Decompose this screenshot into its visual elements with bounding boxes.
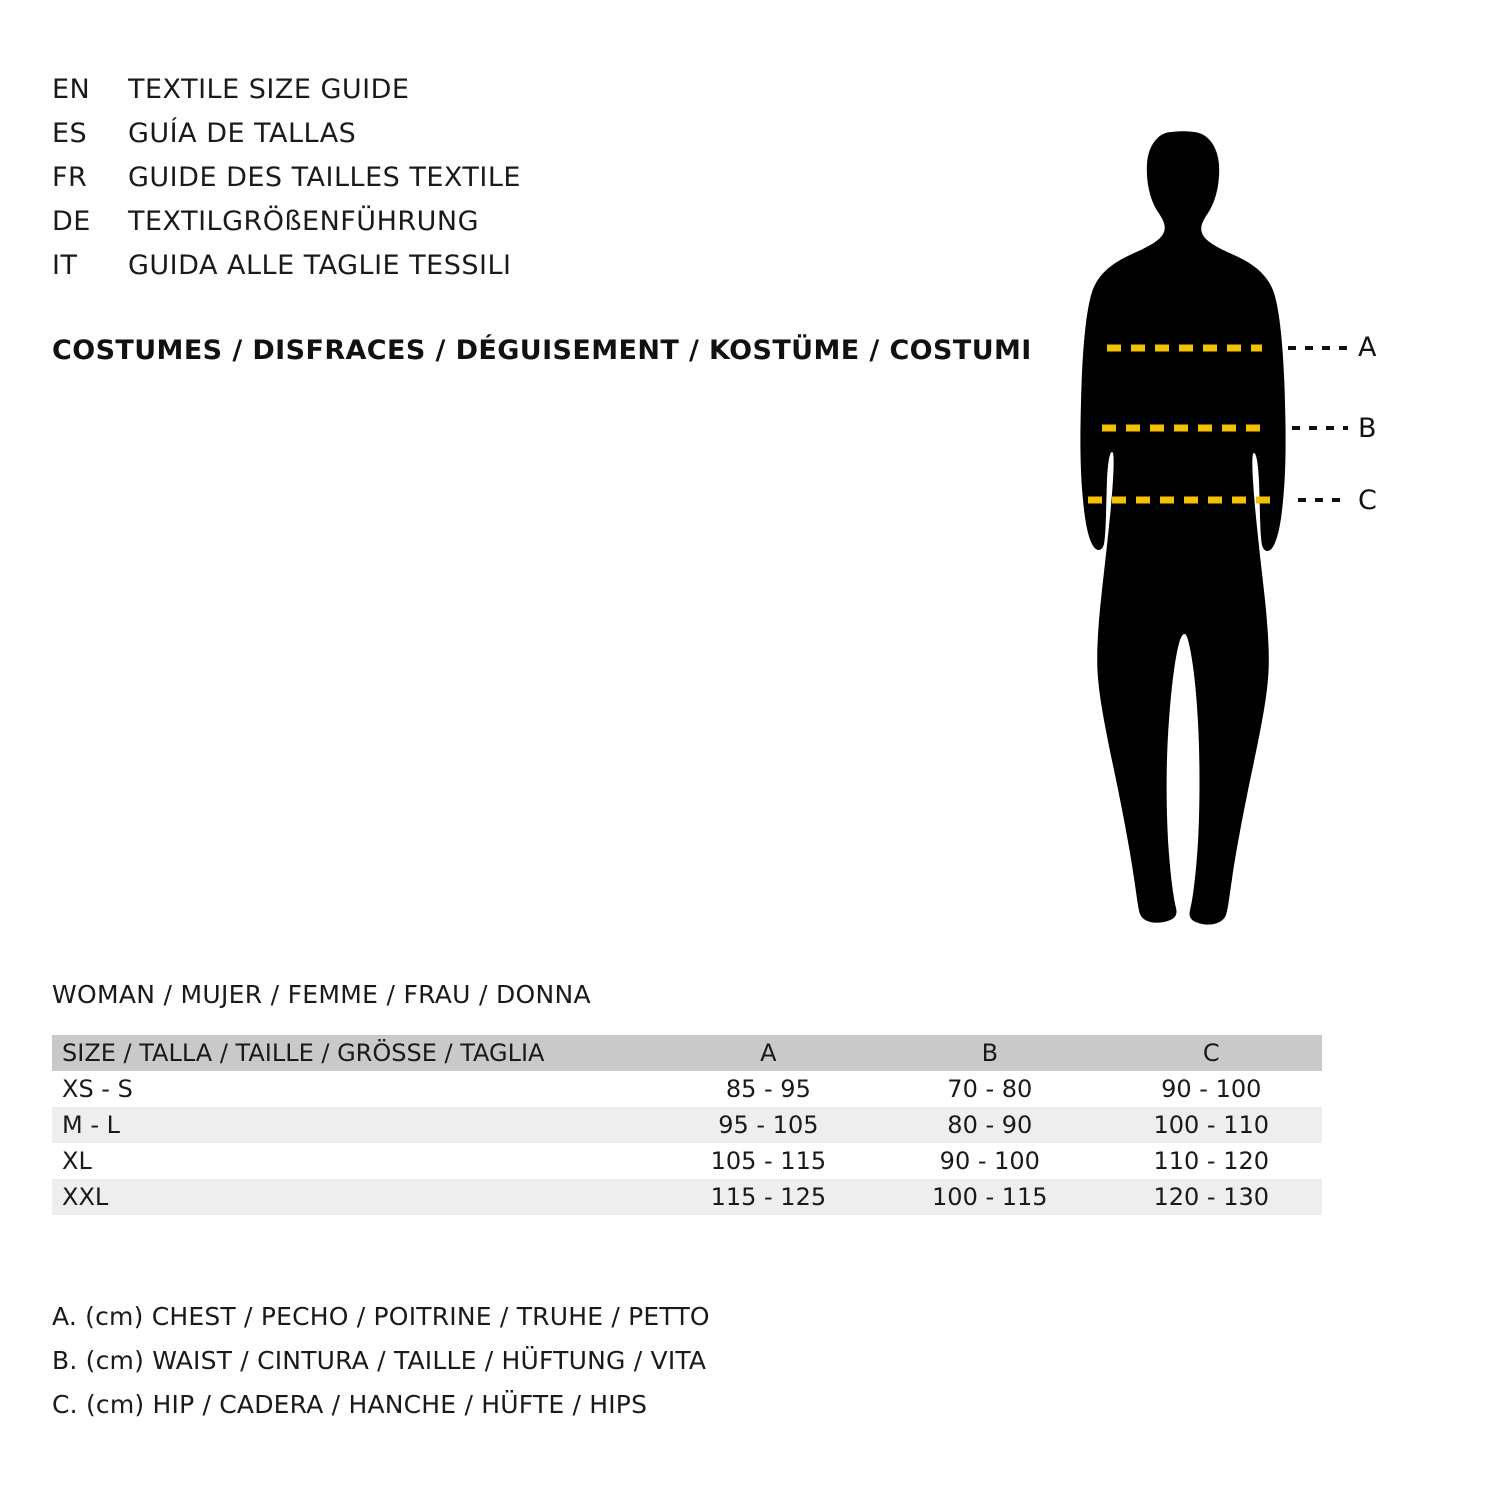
cell-chest: 105 - 115	[710, 1147, 827, 1175]
language-row-it	[52, 250, 1032, 294]
woman-silhouette-icon	[1040, 60, 1460, 940]
table-row	[52, 1107, 1322, 1143]
legend-line-b: B. (cm) WAIST / CINTURA / TAILLE / HÜFTUNG / VITA	[52, 1346, 707, 1375]
cell-size: M - L	[62, 1111, 120, 1139]
table-header-row	[52, 1035, 1322, 1071]
language-code: DE	[52, 206, 91, 237]
language-code: EN	[52, 74, 91, 105]
language-title: GUIDA ALLE TAGLIE TESSILI	[128, 250, 512, 281]
language-title: TEXTILGRÖßENFÜHRUNG	[128, 206, 480, 237]
language-row-es	[52, 118, 1032, 162]
table-header-size: SIZE / TALLA / TAILLE / GRÖSSE / TAGLIA	[62, 1039, 545, 1067]
language-list	[52, 74, 1032, 294]
language-code: FR	[52, 162, 88, 193]
cell-waist: 80 - 90	[947, 1111, 1033, 1139]
cell-waist: 90 - 100	[939, 1147, 1040, 1175]
measurement-legend	[52, 1295, 710, 1427]
table-header-b: B	[981, 1039, 999, 1067]
table-row	[52, 1179, 1322, 1215]
cell-chest: 115 - 125	[710, 1183, 827, 1211]
cell-waist: 100 - 115	[932, 1183, 1048, 1211]
legend-line-a: A. (cm) CHEST / PECHO / POITRINE / TRUHE / PETTO	[52, 1302, 710, 1331]
table-caption: WOMAN / MUJER / FEMME / FRAU / DONNA	[52, 980, 591, 1009]
cell-size: XS - S	[62, 1075, 133, 1103]
cell-waist: 70 - 80	[947, 1075, 1033, 1103]
figure-diagram	[1040, 60, 1460, 940]
size-table	[52, 1035, 1322, 1215]
table-header-a: A	[760, 1039, 777, 1067]
cell-hip: 120 - 130	[1153, 1183, 1270, 1211]
cell-hip: 90 - 100	[1161, 1075, 1262, 1103]
cell-chest: 95 - 105	[718, 1111, 819, 1139]
cell-size: XL	[62, 1147, 92, 1175]
language-title: TEXTILE SIZE GUIDE	[128, 74, 410, 105]
language-row-de	[52, 206, 1032, 250]
table-row	[52, 1143, 1322, 1179]
measure-label-a: A	[1358, 332, 1377, 363]
measure-label-c: C	[1358, 485, 1377, 516]
measure-label-b: B	[1358, 413, 1377, 444]
table-header-c: C	[1202, 1039, 1220, 1067]
cell-hip: 100 - 110	[1153, 1111, 1270, 1139]
language-title: GUIDE DES TAILLES TEXTILE	[128, 162, 521, 193]
language-code: ES	[52, 118, 88, 149]
language-row-en	[52, 74, 1032, 118]
legend-line-c: C. (cm) HIP / CADERA / HANCHE / HÜFTE / HIPS	[52, 1390, 648, 1419]
language-code: IT	[52, 250, 78, 281]
cell-hip: 110 - 120	[1153, 1147, 1270, 1175]
cell-size: XXL	[62, 1183, 109, 1211]
language-title: GUÍA DE TALLAS	[128, 118, 357, 149]
table-row	[52, 1071, 1322, 1107]
language-row-fr	[52, 162, 1032, 206]
costumes-heading: COSTUMES / DISFRACES / DÉGUISEMENT / KOSTÜME / COSTUMI	[52, 335, 1032, 366]
cell-chest: 85 - 95	[725, 1075, 811, 1103]
